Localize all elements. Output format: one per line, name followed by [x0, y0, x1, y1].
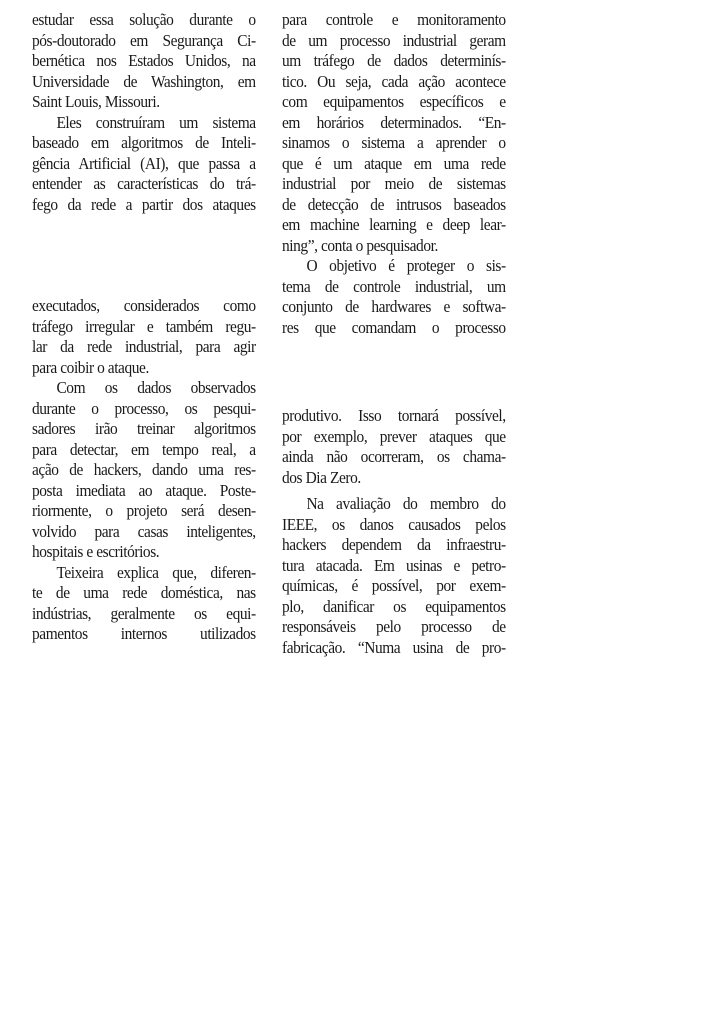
- text-line: de um processo industrial geram: [282, 30, 506, 50]
- text-line: para coibir o ataque.: [32, 357, 149, 377]
- text-line: tura atacada. Em usinas e petro-: [282, 555, 506, 575]
- text-line: Universidade de Washington, em: [32, 71, 256, 91]
- text-line: res que comandam o processo: [282, 317, 506, 337]
- text-line: hackers dependem da infraestru-: [282, 535, 506, 554]
- text-line: executados, considerados como: [32, 296, 256, 315]
- text-line: um tráfego de dados determinís-: [282, 51, 506, 70]
- text-line: produtivo. Isso tornará possível,: [282, 406, 506, 425]
- text-line: posta imediata ao ataque. Poste-: [32, 480, 256, 500]
- text-line: dos Dia Zero.: [282, 467, 361, 487]
- text-line: estudar essa solução durante o: [32, 10, 256, 29]
- paragraph-start-line: Eles construíram um sistema: [56, 112, 256, 132]
- text-line: ning”, conta o pesquisador.: [282, 235, 438, 255]
- text-line: lar da rede industrial, para agir: [32, 337, 256, 356]
- text-line: sadores irão treinar algoritmos: [32, 419, 256, 438]
- text-line: durante o processo, os pesqui-: [32, 398, 256, 418]
- text-line: ainda não ocorreram, os chama-: [282, 447, 506, 466]
- text-line: pós-doutorado em Segurança Ci-: [32, 30, 256, 50]
- text-line: por exemplo, prever ataques que: [282, 426, 506, 446]
- text-line: hospitais e escritórios.: [32, 542, 160, 561]
- text-line: químicas, é possível, por exem-: [282, 576, 506, 595]
- left-column-block-1: [32, 10, 256, 215]
- right-column-block-1: [282, 10, 506, 338]
- text-line: responsáveis pelo processo de: [282, 617, 506, 636]
- text-line: com equipamentos específicos e: [282, 92, 506, 111]
- text-line: de detecção de intrusos baseados: [282, 194, 506, 214]
- left-column-block-2: [32, 296, 256, 645]
- text-line: tema de controle industrial, um: [282, 276, 506, 296]
- paragraph-start-line: O objetivo é proteger o sis-: [306, 256, 506, 275]
- text-line: entender as características do trá-: [32, 174, 256, 193]
- text-line: baseado em algoritmos de Inteli-: [32, 133, 256, 152]
- text-line: bernética nos Estados Unidos, na: [32, 51, 256, 70]
- text-line: volvido para casas inteligentes,: [32, 521, 256, 541]
- text-line: riormente, o projeto será desen-: [32, 501, 256, 520]
- text-line: para detectar, em tempo real, a: [32, 439, 256, 459]
- text-line: plo, danificar os equipamentos: [282, 596, 506, 616]
- text-line: conjunto de hardwares e softwa-: [282, 297, 506, 316]
- paragraph-start-line: Na avaliação do membro do: [306, 494, 506, 513]
- paragraph-start-line: Com os dados observados: [56, 378, 256, 397]
- text-line: sinamos o sistema a aprender o: [282, 133, 506, 152]
- text-line: tico. Ou seja, cada ação acontece: [282, 71, 506, 91]
- text-line: industrial por meio de sistemas: [282, 174, 506, 193]
- text-line: pamentos internos utilizados: [32, 624, 256, 643]
- right-column-block-2: [282, 406, 506, 658]
- text-line: Saint Louis, Missouri.: [32, 92, 160, 111]
- text-line: gência Artificial (AI), que passa a: [32, 153, 256, 173]
- paragraph-start-line: Teixeira explica que, diferen-: [56, 562, 256, 582]
- text-line: para controle e monitoramento: [282, 10, 506, 29]
- text-line: fabricação. “Numa usina de pro-: [282, 637, 506, 657]
- text-line: ação de hackers, dando uma res-: [32, 460, 256, 479]
- text-line: IEEE, os danos causados pelos: [282, 514, 506, 534]
- text-line: te de uma rede doméstica, nas: [32, 583, 256, 602]
- text-line: em horários determinados. “En-: [282, 112, 506, 132]
- text-line: tráfego irregular e também regu-: [32, 316, 256, 336]
- text-line: em machine learning e deep lear-: [282, 215, 506, 234]
- text-line: que é um ataque em uma rede: [282, 153, 506, 173]
- text-line: indústrias, geralmente os equi-: [32, 603, 256, 623]
- text-line: fego da rede a partir dos ataques: [32, 194, 256, 214]
